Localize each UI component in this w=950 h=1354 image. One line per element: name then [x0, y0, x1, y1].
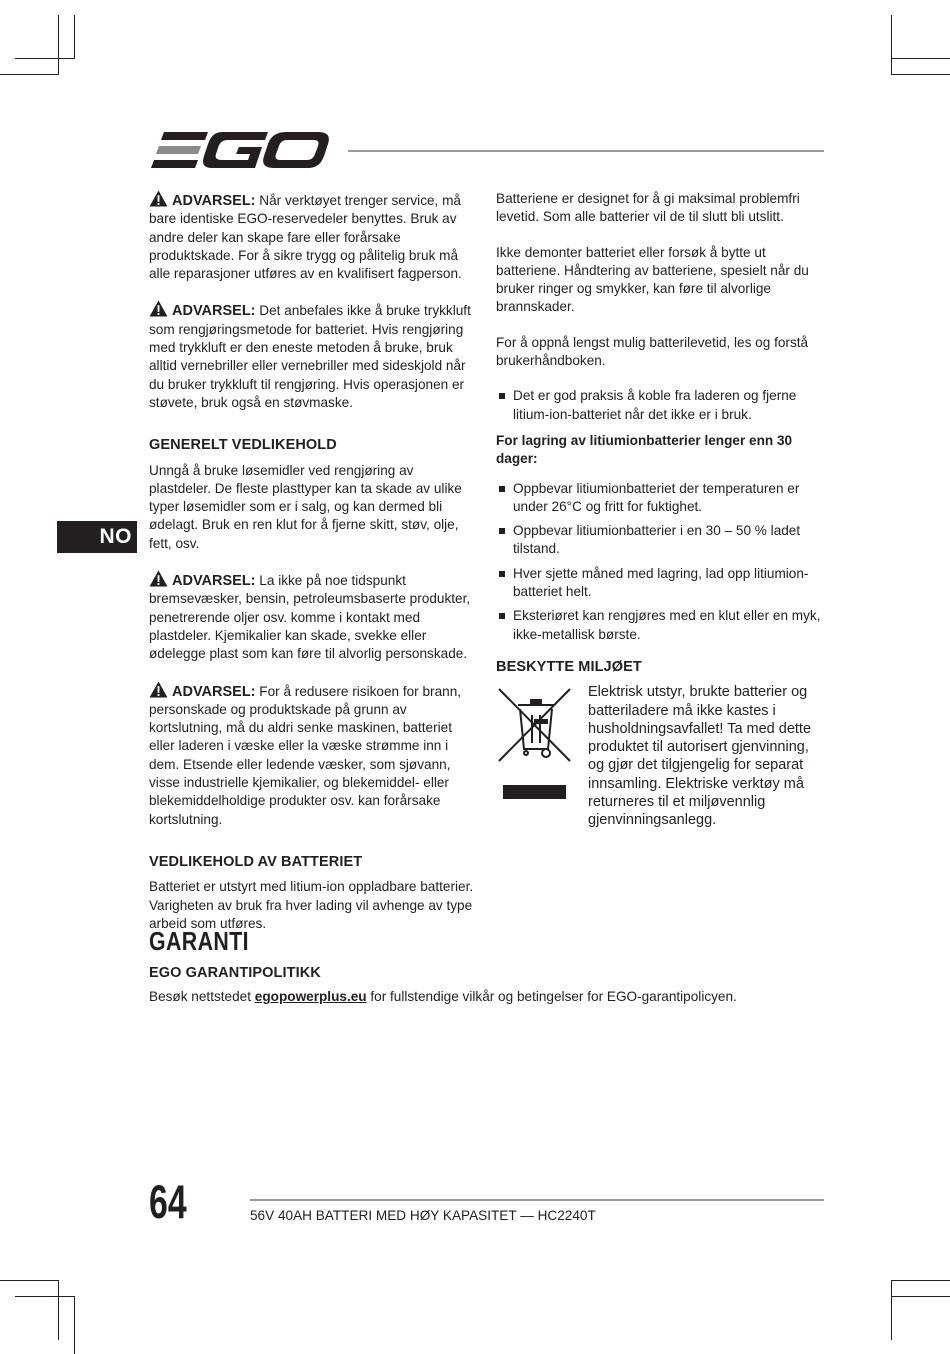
warranty-section: [149, 926, 829, 1004]
crop-mark: [891, 58, 950, 59]
left-column: [149, 190, 479, 950]
list-item: Det er god praksis å koble fra laderen og fjerne litium-ion-batteriet når det ikke er i bruk.: [496, 387, 826, 424]
warning-label: ADVARSEL:: [172, 573, 256, 590]
warranty-text-after: for fullstendige vilkår og betingelser for EGO-garantipolicyen.: [366, 989, 737, 1004]
storage-heading: For lagring av litiumionbatterier lenger enn 30 dager:: [496, 432, 793, 467]
warranty-subtitle: EGO GARANTIPOLITIKK: [149, 965, 321, 981]
paragraph: Batteriene er designet for å gi maksimal problemfri levetid. Som alle batterier vil de til slutt bli utslitt.: [496, 191, 800, 225]
page-number: 64: [149, 1175, 187, 1228]
warning-text: For å redusere risikoen for brann, personskade og produktskade på grunn av kortslutning, må du aldri senke maskinen, batteriet eller laderen i væske eller la væske strømme inn i dem. Etsende eller ledende væsker, som sjøvann, visse industrielle kjemikalier, og blekemiddel- eller blekemiddelholdige produkter osv. kan forårsake kortslutning.: [149, 683, 462, 827]
section-heading: GENERELT VEDLIKEHOLD: [149, 437, 337, 454]
crop-mark: [58, 15, 59, 75]
battery-text: Batteriet er utstyrt med litium-ion oppladbare batterier. Varigheten av bruk fra hver lading vil avhenge av type arbeid som utføres.: [149, 879, 474, 931]
list-item: Eksteriøret kan rengjøres med en klut eller en myk, ikke-metallisk børste.: [496, 607, 826, 644]
crop-mark: [891, 1280, 892, 1340]
crop-mark: [891, 1296, 950, 1297]
crop-mark: [0, 1280, 58, 1281]
list-item: Hver sjette måned med lagring, lad opp litiumion-batteriet helt.: [496, 565, 826, 602]
warning-paragraph: [149, 570, 479, 663]
environment-block: [496, 683, 826, 829]
bullet-list: [496, 387, 826, 424]
footer-rule: [250, 1199, 824, 1201]
warning-paragraph: [149, 300, 479, 412]
warning-label: ADVARSEL:: [172, 193, 256, 209]
crop-mark: [0, 74, 58, 75]
warning-icon: [149, 190, 168, 207]
list-item: Oppbevar litiumionbatterier i en 30 – 50 % ladet tilstand.: [496, 522, 826, 559]
warranty-title: GARANTI: [149, 926, 249, 956]
warning-label: ADVARSEL:: [172, 683, 256, 700]
crop-mark: [891, 15, 892, 75]
crop-mark: [15, 58, 75, 59]
warning-text: Det anbefales ikke å bruke trykkluft som rengjøringsmetode for batteriet. Hvis rengjøring med trykkluft er den eneste metoden å bruke, bruk alltid vernebriller eller vernebriller med sideskjold når du bruker trykkluft til rengjøring. Hvis operasjonen er støvete, bruk også en støvmaske.: [149, 303, 471, 410]
list-item: Oppbevar litiumionbatteriet der temperaturen er under 26°C og fritt for fuktighet.: [496, 480, 826, 517]
environment-text: Elektrisk utstyr, brukte batterier og batteriladere må ikke kastes i husholdningsavfallet! Ta med dette produktet til autorisert gjenvinning, og gjør det tilgjengelig for separat innsamling. Elektriske verktøy må returneres til et miljøvennlig gjenvinningsanlegg.: [588, 684, 812, 829]
warranty-text: [149, 989, 829, 1004]
warning-icon: [149, 681, 168, 698]
crop-mark: [74, 15, 75, 59]
crop-mark: [892, 74, 950, 75]
weee-bin-icon: [496, 683, 576, 829]
section-heading: BESKYTTE MILJØET: [496, 658, 642, 675]
warning-text: Når verktøyet trenger service, må bare identiske EGO-reservedeler benyttes. Bruk av andre deler kan skape fare eller forårsake produktskade. For å sikre trygg og pålitelig bruk må alle reparasjoner utføres av en kvalifisert fagperson.: [149, 193, 462, 282]
warning-text: La ikke på noe tidspunkt bremsevæsker, bensin, petroleumsbaserte produkter, penetrerende oljer osv. komme i kontakt med plastdeler. Kjemikalier kan skade, svekke eller ødelegge plast som kan føre til alvorlig personskade.: [149, 573, 471, 662]
paragraph: For å oppnå lengst mulig batterilevetid, les og forstå brukerhåndboken.: [496, 334, 809, 369]
warning-paragraph: [149, 681, 479, 829]
crop-mark: [15, 1296, 75, 1297]
paragraph: Ikke demonter batteriet eller forsøk å bytte ut batteriene. Håndtering av batteriene, spesielt når du bruker ringer og smykker, kan føre til alvorlige brannskader.: [496, 244, 809, 315]
general-maintenance-text: Unngå å bruke løsemidler ved rengjøring av plastdeler. De fleste plasttyper kan ta skade av ulike typer løsemidler som er i salg, og kan dermed bli ødelagt. Bruk en ren klut for å fjerne skitt, støv, olje, fett, osv.: [149, 462, 462, 551]
warning-paragraph: [149, 190, 479, 283]
language-tab: NO: [57, 521, 137, 553]
warning-icon: [149, 570, 168, 587]
warning-label: ADVARSEL:: [172, 303, 256, 320]
crop-mark: [892, 1280, 950, 1281]
crop-mark: [58, 1280, 59, 1340]
right-column: [496, 190, 826, 830]
bullet-list: [496, 480, 826, 644]
section-heading: VEDLIKEHOLD AV BATTERIET: [149, 853, 363, 870]
warning-icon: [149, 300, 168, 317]
warranty-text-before: Besøk nettstedet: [149, 989, 255, 1004]
ego-website-link[interactable]: egopowerplus.eu: [254, 989, 367, 1004]
footer-product-title: 56V 40AH BATTERI MED HØY KAPASITET — HC2240T: [250, 1208, 596, 1223]
ego-logo: [150, 130, 330, 172]
crop-mark: [74, 1296, 75, 1354]
header-rule: [348, 150, 824, 152]
